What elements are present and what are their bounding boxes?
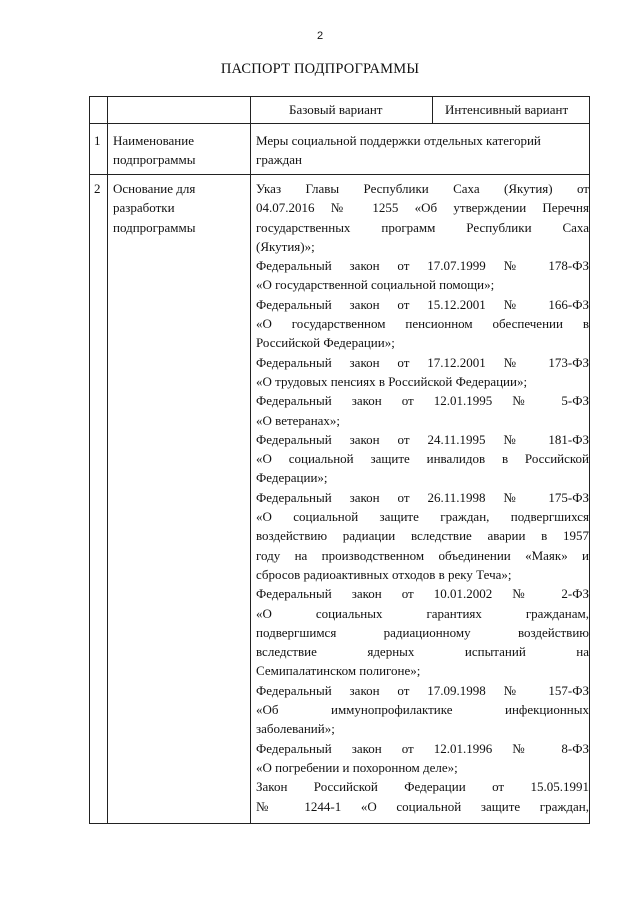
row-1-name [113, 131, 248, 170]
row-2-name [113, 179, 248, 237]
legal-basis-line: Федеральный закон от 24.11.1995 № 181-ФЗ [256, 431, 589, 447]
header-intensive-variant: Интенсивный вариант [445, 102, 569, 117]
row-2-name-line: разработки [113, 200, 175, 216]
row-1-value [256, 131, 589, 170]
legal-basis-line: № 1244-1 «О социальной защите граждан, [256, 798, 589, 814]
legal-basis-line: Федеральный закон от 12.01.1995 № 5-ФЗ [256, 393, 589, 409]
legal-basis-line: (Якутия)»; [256, 238, 315, 254]
row-2-legal-basis-text [256, 179, 589, 816]
document-title: ПАСПОРТ ПОДПРОГРАММЫ [220, 61, 420, 77]
legal-basis-line: «О государственной социальной помощи»; [256, 277, 495, 293]
legal-basis-line: Указ Главы Республики Саха (Якутия) от [256, 181, 589, 196]
row-1-value-line: граждан [256, 152, 302, 168]
col-variant-divider [432, 96, 433, 123]
col-number-divider [107, 96, 108, 824]
row-2-name-line: Основание для [113, 181, 196, 196]
row-1-number: 1 [94, 133, 101, 148]
legal-basis-line: «О ветеранах»; [256, 412, 341, 428]
legal-basis-line: сбросов радиоактивных отходов в реку Теча»; [256, 566, 512, 582]
legal-basis-line: Закон Российской Федерации от 15.05.1991 [256, 779, 589, 795]
legal-basis-line: Федеральный закон от 17.12.2001 № 173-ФЗ [256, 354, 589, 370]
legal-basis-line: «Об иммунопрофилактике инфекционных [256, 702, 589, 718]
legal-basis-line: Федеральный закон от 26.11.1998 № 175-ФЗ [256, 489, 589, 505]
row-1-name-line: подпрограммы [113, 152, 196, 168]
legal-basis-line: «О социальной защите граждан, подвергшихся [256, 509, 589, 525]
legal-basis-line: «О трудовых пенсиях в Российской Федерации»; [256, 373, 528, 389]
legal-basis-line: «О социальных гарантиях гражданам, [256, 605, 589, 621]
legal-basis-line: году на производственном объединении «Маяк» и [256, 547, 589, 563]
legal-basis-line: вследствие ядерных испытаний на [256, 644, 589, 660]
legal-basis-line: Федеральный закон от 12.01.1996 № 8-ФЗ [256, 740, 589, 756]
legal-basis-line: Федеральный закон от 17.09.1998 № 157-ФЗ [256, 682, 589, 698]
legal-basis-line: Федеральный закон от 10.01.2002 № 2-ФЗ [256, 586, 589, 602]
header-row-divider [89, 123, 590, 124]
legal-basis-line: подвергшимся радиационному воздействию [256, 624, 589, 640]
row-1-divider [89, 174, 590, 175]
legal-basis-line: «О государственном пенсионном обеспечении в [256, 316, 589, 332]
legal-basis-line: Семипалатинском полигоне»; [256, 663, 421, 679]
legal-basis-line: Российской Федерации»; [256, 335, 395, 351]
row-1-name-line: Наименование [113, 133, 194, 148]
row-2-number: 2 [94, 181, 101, 196]
legal-basis-line: заболеваний»; [256, 721, 335, 737]
legal-basis-line: государственных программ Республики Саха [256, 219, 589, 235]
col-name-divider [250, 96, 251, 824]
legal-basis-line: «О социальной защите инвалидов в Российской [256, 451, 589, 467]
legal-basis-line: Федерации»; [256, 470, 328, 486]
page-number: 2 [316, 30, 324, 42]
legal-basis-line: 04.07.2016 № 1255 «Об утверждении Перечня [256, 200, 589, 216]
legal-basis-line: воздействию радиации вследствие аварии в 1957 [256, 528, 589, 544]
legal-basis-line: «О погребении и похоронном деле»; [256, 759, 458, 775]
row-1-value-line: Меры социальной поддержки отдельных категорий [256, 133, 541, 148]
legal-basis-line: Федеральный закон от 17.07.1999 № 178-ФЗ [256, 258, 589, 274]
header-base-variant: Базовый вариант [289, 102, 383, 117]
row-2-name-line: подпрограммы [113, 219, 196, 235]
legal-basis-line: Федеральный закон от 15.12.2001 № 166-ФЗ [256, 296, 589, 312]
